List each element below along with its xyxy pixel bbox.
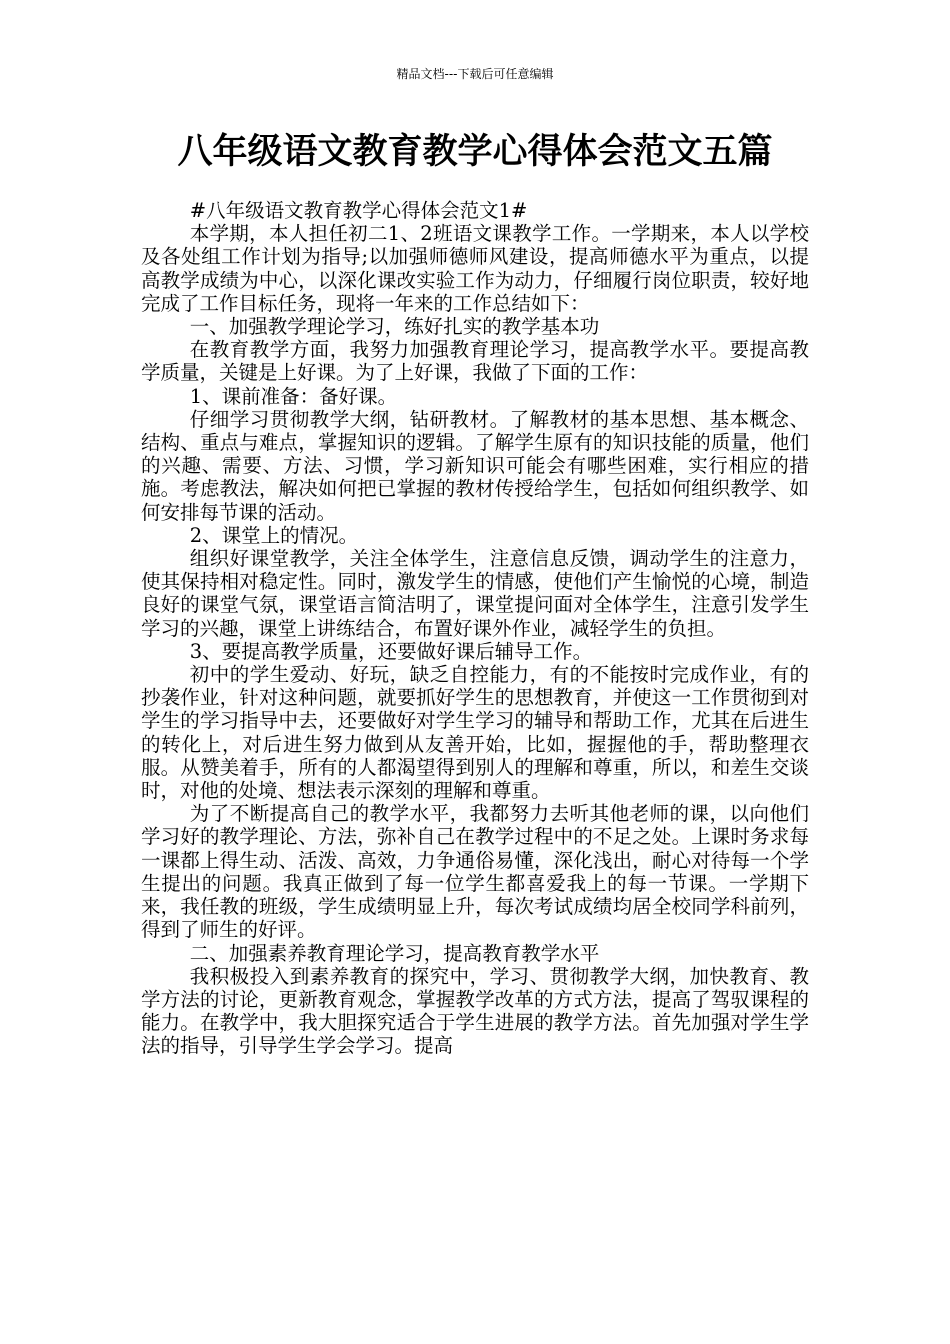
paragraph: 我积极投入到素养教育的探究中，学习、贯彻教学大纲，加快教育、教学方法的讨论，更新教育观念，掌握教学改革的方式方法，提高了驾驭课程的能力。在教学中，我大胆探究适合于学生进展的教学方法。首先加强对学生学法的指导，引导学生学会学习。提高 xyxy=(141,964,809,1058)
subheading: 3、要提高教学质量，还要做好课后辅导工作。 xyxy=(189,639,593,663)
header-note: 精品文档---下载后可任意编辑 xyxy=(396,67,554,81)
subheading: 2、课堂上的情况。 xyxy=(189,523,359,547)
paragraph: 本学期，本人担任初二1、2班语文课教学工作。一学期来，本人以学校及各处组工作计划为指导;以加强师德师风建设，提高师德水平为重点，以提高教学成绩为中心，以深化课改实验工作为动力，仔细履行岗位职责，较好地完成了工作目标任务，现将一年来的工作总结如下： xyxy=(141,222,809,315)
paragraph: 在教育教学方面，我努力加强教育理论学习，提高教学水平。要提高教学质量，关键是上好课。为了上好课，我做了下面的工作： xyxy=(141,338,809,385)
subheading: 1、课前准备：备好课。 xyxy=(189,384,398,408)
paragraph: 组织好课堂教学，关注全体学生，注意信息反馈，调动学生的注意力，使其保持相对稳定性。同时，激发学生的情感，使他们产生愉悦的心境，制造良好的课堂气氛，课堂语言简洁明了，课堂提问面对全体学生，注意引发学生学习的兴趣，课堂上讲练结合，布置好课外作业，减轻学生的负担。 xyxy=(141,547,809,640)
paragraph: 为了不断提高自己的教学水平，我都努力去听其他老师的课，以向他们学习好的教学理论、方法，弥补自己在教学过程中的不足之处。上课时务求每一课都上得生动、活泼、高效，力争通俗易懂，深化浅出，耐心对待每一个学生提出的问题。我真正做到了每一位学生都喜爱我上的每一节课。一学期下来，我任教的班级，学生成绩明显上升，每次考试成绩均居全校同学科前列，得到了师生的好评。 xyxy=(141,802,809,942)
section-heading: #八年级语文教育教学心得体会范文1# xyxy=(189,199,528,222)
paragraph: 仔细学习贯彻教学大纲，钻研教材。了解教材的基本思想、基本概念、结构、重点与难点，掌握知识的逻辑。了解学生原有的知识技能的质量，他们的兴趣、需要、方法、习惯，学习新知识可能会有哪些困难，实行相应的措施。考虑教法，解决如何把已掌握的教材传授给学生，包括如何组织教学、如何安排每节课的活动。 xyxy=(141,407,809,524)
document-title: 八年级语文教育教学心得体会范文五篇 xyxy=(177,132,773,172)
document-body xyxy=(141,199,809,1058)
paragraph: 初中的学生爱动、好玩，缺乏自控能力，有的不能按时完成作业，有的抄袭作业，针对这种问题，就要抓好学生的思想教育，并使这一工作贯彻到对学生的学习指导中去，还要做好对学生学习的辅导和帮助工作，尤其在后进生的转化上，对后进生努力做到从友善开始，比如，握握他的手，帮助整理衣服。从赞美着手，所有的人都渴望得到别人的理解和尊重，所以，和差生交谈时，对他的处境、想法表示深刻的理解和尊重。 xyxy=(141,663,809,803)
subheading: 一、加强教学理论学习，练好扎实的教学基本功 xyxy=(189,315,600,339)
subheading: 二、加强素养教育理论学习，提高教育教学水平 xyxy=(189,941,600,965)
